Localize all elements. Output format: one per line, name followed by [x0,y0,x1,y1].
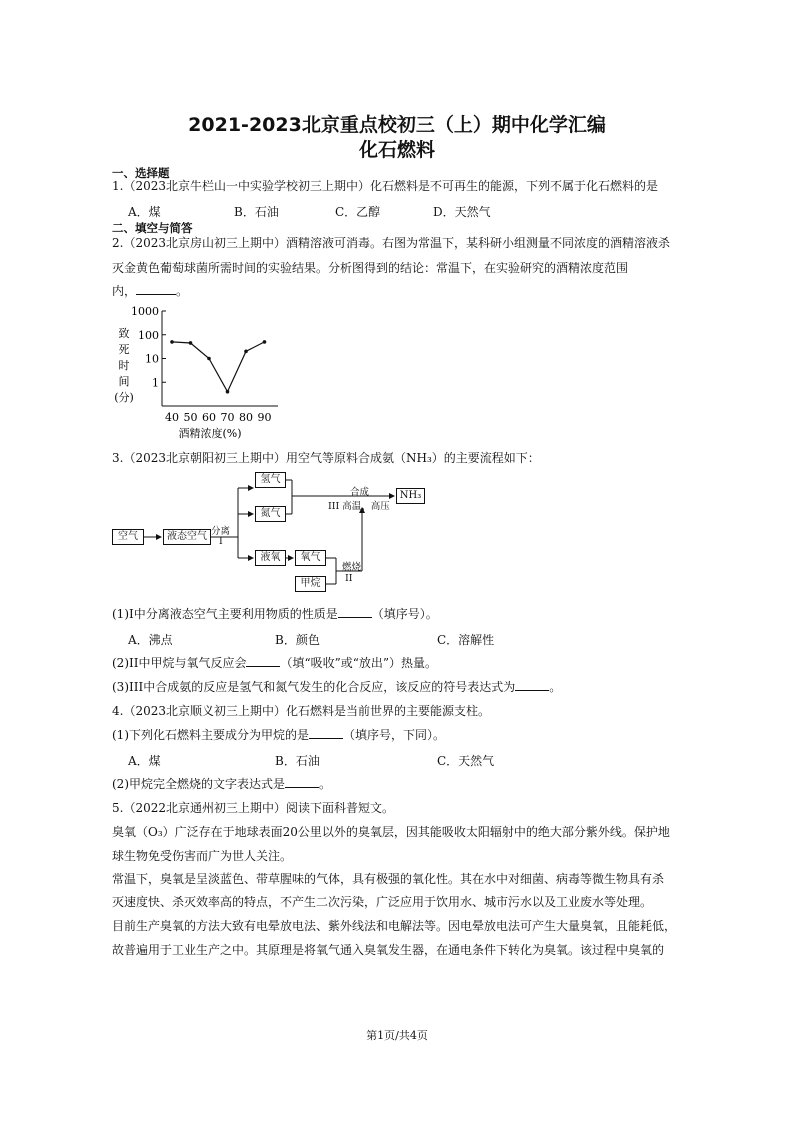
chart-x-tick-label: 60 [202,411,216,424]
q4-sub-1-text: (1)下列化石燃料主要成分为甲烷的是 [112,728,309,742]
q4-option-c: C．天然气 [437,754,495,768]
q2-line-1: 2.（2023北京房山初三上期中）酒精溶液可消毒。右图为常温下，某科研小组测量不同浓度的酒精溶液杀 [112,236,670,250]
q3-sub-1-text: (1)I中分离液态空气主要利用物质的性质是 [112,607,338,621]
q4-sub-2-end: 。 [319,777,332,791]
chart-x-tick-label: 80 [239,411,253,424]
q3-sub-1 [112,606,438,622]
q4-option-a: A．煤 [128,754,161,768]
chart-y-axis-label: 时 [118,359,130,372]
flow-label-burn: 燃烧 [342,562,362,573]
chart-data-point [189,341,193,345]
q3-sub-2 [112,655,437,671]
q3-stem: 3.（2023北京朝阳初三上期中）用空气等原料合成氨（NH₃）的主要流程如下： [112,451,540,465]
chart-x-tick-label: 50 [183,411,198,424]
q1-option-d: D．天然气 [433,205,491,219]
q4-sub-1-end: （填序号，下同）。 [343,728,446,742]
q5-p2-line-2: 灭速度快、杀灭效率高的特点，不产生二次污染，广泛应用于饮用水、城市污水以及工业废水等处理。 [112,895,653,909]
chart-x-tick-label: 90 [257,411,272,424]
q5-stem: 5.（2022北京通州初三上期中）阅读下面科普短文。 [112,801,394,815]
chart-y-axis-label: (分) [114,391,134,404]
page-subtitle: 化石燃料 [358,139,435,161]
q5-p3-line-1: 目前生产臭氧的方法大致有电晕放电法、紫外线法和电解法等。因电晕放电法可产生大量臭氧，且能耗低， [112,919,677,933]
q3-sub-1-blank [338,607,372,618]
q3-sub-2-text: (2)II中甲烷与氧气反应会 [112,656,247,670]
q1-option-b: B．石油 [234,205,279,219]
q2-line-3-end: 。 [176,284,189,298]
flow-label-synth: 合成 [350,487,370,498]
chart-y-axis-label: 致 [118,327,130,340]
chart-y-tick-label: 10 [145,352,159,366]
q3-sub-3 [112,679,561,695]
q4-sub-2 [112,776,331,792]
q5-p2-line-1: 常温下，臭氧是呈淡蓝色、带草腥味的气体，具有极强的氧化性。其在水中对细菌、病毒等微生物具有杀 [112,872,665,886]
q3-option-b: B．颜色 [275,633,320,647]
flow-label-step-1: I [219,536,223,547]
alcohol-kill-time-chart [112,300,292,445]
q2-line-3 [112,283,188,299]
chart-y-tick-label: 100 [138,328,159,342]
q4-stem: 4.（2023北京顺义初三上期中）化石燃料是当前世界的主要能源支柱。 [112,704,490,718]
q2-line-2: 灭金黄色葡萄球菌所需时间的实验结果。分析图得到的结论：常温下，在实验研究的酒精浓度范围 [112,261,629,275]
section-heading-choice: 一、选择题 [112,166,170,180]
q4-sub-1-blank [309,728,343,739]
chart-data-point [244,350,248,354]
q1-stem: 1.（2023北京牛栏山一中实验学校初三上期中）化石燃料是不可再生的能源，下列不属于化石燃料的是 [112,179,658,193]
q3-sub-3-end: 。 [549,680,562,694]
chart-x-tick-label: 40 [165,411,179,424]
q5-p3-line-2: 故普遍用于工业生产之中。其原理是将氧气通入臭氧发生器，在通电条件下转化为臭氧。该过程中臭氧的 [112,943,665,957]
q3-sub-3-blank [515,680,549,691]
chart-y-axis-label: 死 [118,343,130,356]
flow-node-air: 空气 [112,529,144,545]
q3-sub-2-end: （填“吸收”或“放出”）热量。 [280,656,438,670]
flow-label-separate: 分离 [211,526,231,537]
chart-x-axis-label: 酒精浓度(%) [178,427,242,440]
chart-y-tick-label: 1000 [131,305,159,318]
flow-node-liquid-air: 液态空气 [163,529,211,545]
flow-label-step-2: II [345,573,353,584]
q2-line-3-text: 内， [112,284,137,298]
q4-sub-2-blank [285,777,319,788]
q2-answer-blank [136,284,176,295]
chart-data-point [207,357,211,361]
chart-data-point [263,340,267,344]
page-title: 2021-2023北京重点校初三（上）期中化学汇编 [188,114,606,136]
q3-sub-1-end: （填序号）。 [371,607,438,621]
q4-sub-2-text: (2)甲烷完全燃烧的文字表达式是 [112,777,285,791]
q3-option-a: A．沸点 [128,633,173,647]
chart-y-tick-label: 1 [152,376,159,390]
flow-node-hydrogen: 氢气 [255,472,286,488]
flow-label-condition: III 高温、高压 [328,501,390,512]
flow-node-oxygen: 氧气 [295,550,326,566]
q5-p1-line-1: 臭氧（O₃）广泛存在于地球表面20公里以外的臭氧层，因其能吸收太阳辐射中的绝大部分紫外线。保护地 [112,825,670,839]
chart-y-axis-label: 间 [118,375,130,388]
section-heading-fill: 二、填空与简答 [112,221,193,235]
q3-sub-2-blank [246,656,280,667]
chart-series-line [172,342,265,392]
ammonia-flow-diagram [110,468,430,588]
flow-node-ammonia: NH₃ [396,488,425,504]
q1-option-a: A．煤 [128,205,161,219]
page-number: 第1页/共4页 [366,1029,428,1042]
q5-p1-line-2: 球生物免受伤害而广为世人关注。 [112,849,293,863]
chart-x-tick-label: 70 [220,411,235,424]
q3-sub-3-text: (3)III中合成氨的反应是氢气和氮气发生的化合反应，该反应的符号表达式为 [112,680,516,694]
flow-node-nitrogen: 氮气 [255,506,286,522]
q4-sub-1 [112,727,445,743]
q3-option-c: C．溶解性 [437,633,495,647]
q4-option-b: B．石油 [275,754,320,768]
chart-data-point [170,340,174,344]
chart-data-point [226,390,230,394]
q1-option-c: C．乙醇 [335,205,381,219]
flow-node-liquid-oxygen: 液氧 [255,550,286,566]
flow-node-methane: 甲烷 [295,576,326,592]
